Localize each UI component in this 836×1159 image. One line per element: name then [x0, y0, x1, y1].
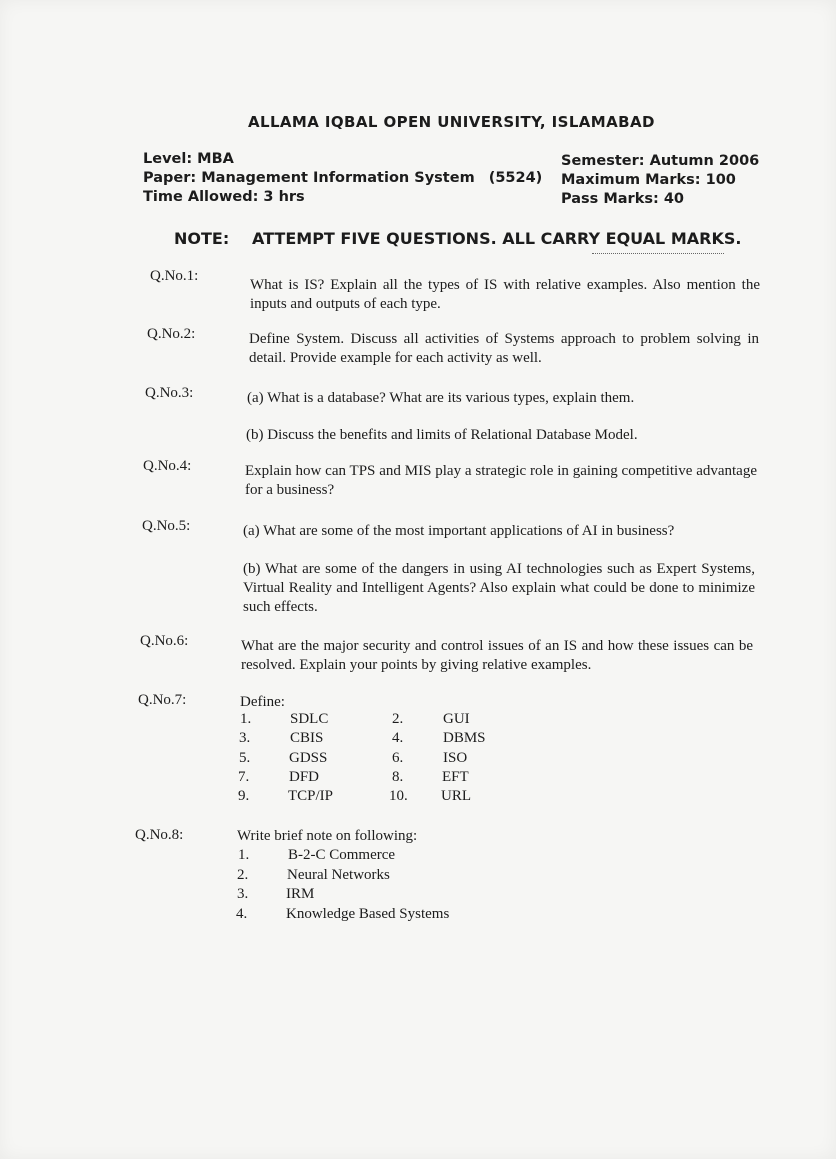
define-row: [238, 711, 518, 730]
question-number: Q.No.3:: [145, 385, 194, 401]
term-number: 7.: [238, 768, 250, 785]
term-number: 2.: [392, 711, 404, 727]
term: ISO: [443, 749, 468, 766]
question-part-b: (b) What are some of the dangers in using AI technologies such as Expert Systems, Virtual Reality and Intelligent Agents? Also explain what could be done to minimize such effects.: [243, 561, 755, 615]
question-intro: Define:: [240, 694, 285, 710]
term-number: 3.: [239, 730, 251, 747]
note-label: NOTE:: [174, 229, 230, 248]
paper-details: [143, 150, 542, 207]
term: CBIS: [290, 730, 324, 747]
question-number: Q.No.6:: [140, 633, 189, 649]
define-row: [238, 730, 518, 749]
paper-code: (5524): [488, 170, 543, 186]
level-line: Level: MBA: [143, 151, 234, 167]
item-number: 1.: [238, 847, 250, 863]
term-number: 4.: [392, 730, 404, 747]
paper-name: Paper: Management Information System: [143, 170, 475, 186]
time-allowed: Time Allowed: 3 hrs: [143, 189, 305, 205]
question-part-b: (b) Discuss the benefits and limits of Relational Database Model.: [246, 427, 638, 443]
item-text: B-2-C Commerce: [288, 847, 396, 863]
question-text: What is IS? Explain all the types of IS with relative examples. Also mention the inputs and outputs of each type.: [250, 277, 760, 312]
question-text: Define System. Discuss all activities of Systems approach to problem solving in detail. Provide example for each activity as well.: [249, 331, 759, 366]
question-number: Q.No.1:: [150, 268, 199, 284]
question-number: Q.No.8:: [135, 827, 184, 843]
term-number: 9.: [238, 788, 250, 805]
term: SDLC: [290, 711, 329, 727]
define-row: [238, 750, 518, 769]
term-number: 10.: [389, 788, 408, 805]
term: EFT: [442, 768, 469, 785]
question-number: Q.No.5:: [142, 518, 191, 534]
question-number: Q.No.4:: [143, 458, 192, 474]
question-number: Q.No.7:: [138, 692, 187, 708]
item-number: 3.: [237, 886, 249, 903]
question-text: Explain how can TPS and MIS play a strategic role in gaining competitive advantage for a business?: [245, 463, 757, 498]
question-part-a: (a) What is a database? What are its various types, explain them.: [247, 390, 635, 406]
brief-note-list: [236, 847, 516, 925]
define-row: [238, 788, 518, 807]
define-row: [238, 769, 518, 788]
term: DFD: [289, 768, 320, 785]
list-item: [236, 867, 516, 887]
item-text: IRM: [286, 886, 315, 903]
exam-marks-details: [561, 152, 759, 209]
list-item: [236, 847, 516, 867]
question-part-a: (a) What are some of the most important applications of AI in business?: [243, 523, 675, 539]
pass-marks: Pass Marks: 40: [561, 191, 684, 207]
semester: Semester: Autumn 2006: [561, 153, 760, 169]
term-number: 8.: [392, 768, 404, 785]
term: GDSS: [289, 749, 328, 766]
note-underline: [592, 253, 724, 254]
term-number: 1.: [240, 711, 252, 727]
question-text: What are the major security and control issues of an IS and how these issues can be resolved. Explain your points by giving relative examples.: [241, 638, 753, 673]
list-item: [236, 906, 516, 926]
note-text: ATTEMPT FIVE QUESTIONS. ALL CARRY EQUAL MARKS.: [252, 229, 742, 248]
instructions-note: [174, 229, 741, 248]
university-title: ALLAMA IQBAL OPEN UNIVERSITY, ISLAMABAD: [248, 113, 655, 131]
item-number: 2.: [237, 866, 249, 883]
paper-line: [143, 169, 542, 188]
question-intro: Write brief note on following:: [237, 828, 418, 844]
item-text: Neural Networks: [287, 866, 390, 883]
question-number: Q.No.2:: [147, 326, 196, 342]
term-number: 5.: [239, 749, 251, 766]
list-item: [236, 886, 516, 906]
term-number: 6.: [392, 749, 404, 766]
item-text: Knowledge Based Systems: [286, 905, 450, 922]
term: DBMS: [443, 730, 486, 747]
term: GUI: [443, 711, 470, 727]
define-terms-list: [238, 711, 518, 807]
term: TCP/IP: [288, 788, 334, 805]
term: URL: [441, 788, 471, 805]
maximum-marks: Maximum Marks: 100: [561, 172, 736, 188]
item-number: 4.: [236, 905, 248, 922]
